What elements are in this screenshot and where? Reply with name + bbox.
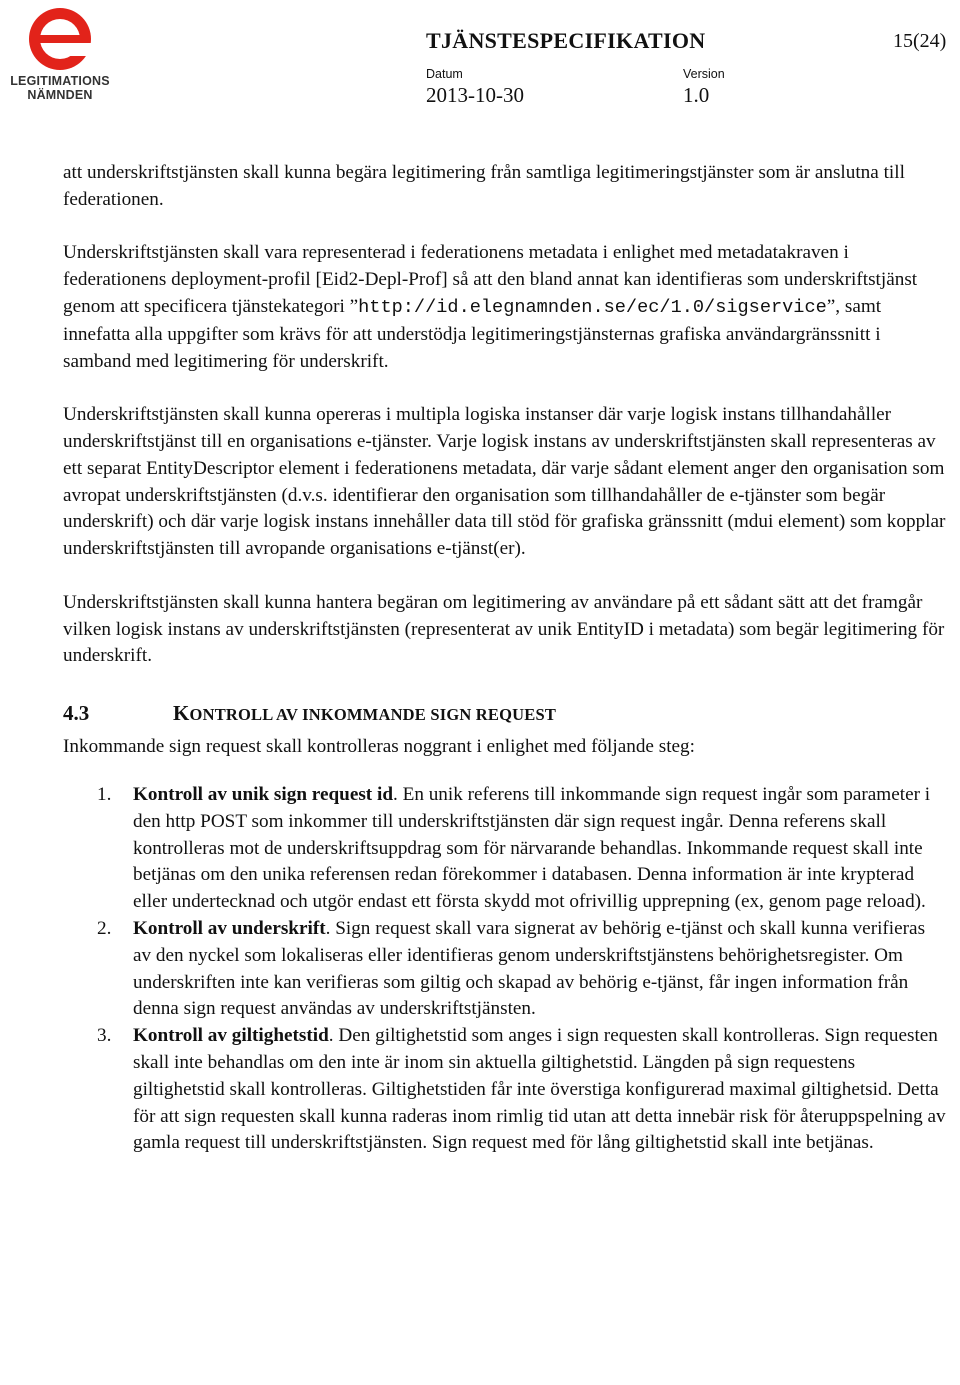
- logo-text-line1: LEGITIMATIONS: [10, 74, 110, 88]
- organization-logo: [2, 4, 117, 104]
- paragraph-2-text-end: ”, samt innefatta alla uppgifter som krävs för att understödja legitimeringstjänsternas grafiska användargränssnitt i samband med legitimering för underskrift.: [63, 295, 882, 372]
- document-title: TJÄNSTESPECIFIKATION: [426, 28, 706, 53]
- page-number: 15(24): [893, 30, 947, 52]
- section-title-initial: K: [173, 701, 190, 726]
- service-category-uri: http://id.elegnamnden.se/ec/1.0/sigservice: [358, 296, 827, 318]
- list-item-title: Kontroll av unik sign request id: [133, 783, 393, 805]
- document-body: [63, 160, 947, 1157]
- logo-text: [2, 74, 118, 102]
- list-item-title: Kontroll av giltighetstid: [133, 1025, 329, 1047]
- paragraph-2-text-start: Underskriftstjänsten skall vara representerad i federationens metadata i enlighet med metadatakraven i federationens deployment-profil [Eid2-Depl-Prof] så att den bland annat kan identifieras som underskriftstjänst genom att specificera tjänstekategori ”: [63, 242, 918, 317]
- section-heading: [63, 696, 947, 724]
- list-item-text: . En unik referens till inkommande sign request ingår som parameter i den http POST som inkommer till underskriftstjänsten där sign request ingår. Denna referens skall kontrolleras mot de underskriftsuppdrag som för närvarande behandlas. Inkommande request skall inte betjänas om den unika referensen redan förekommer i databasen. Denna information är inte krypterad eller undertecknad och utgör endast ett första skydd mot ofrivillig upprepning (ex, genom page reload).: [133, 783, 931, 913]
- date-label: Datum: [426, 67, 463, 81]
- list-item-text: . Den giltighetstid som anges i sign requesten skall kontrolleras. Sign requesten skall inte behandlas om den inte är inom sin aktuella giltighetstid. Längden på sign requestens giltighetstid skall kontrolleras. Giltighetstiden får inte överstiga konfigurerad maximal giltighetsid. Detta för att sign requesten skall kunna raderas inom rimlig tid utan att detta innebär risk för återuppspelning av gamla request till underskriftstjänsten. Sign request med för lång giltighetstid skall inte betjänas.: [133, 1025, 946, 1154]
- list-item-number: 3.: [97, 1025, 112, 1047]
- paragraph-3: Underskriftstjänsten skall kunna opereras i multipla logiska instanser där varje logisk instans tillhandahåller underskriftstjänst till en organisations e-tjänster. Varje logisk instans av underskriftstjänsten skall representeras av ett separat EntityDescriptor element i federationens metadata, där varje sådant element anger den organisation som avropat underskriftstjänsten (d.v.s. identifierar den organisation som tillhandahåller de e-tjänster som begär underskrift) och där varje logisk instans innehåller data till stöd för grafiska gränssnitt (mdui element) som kopplar underskriftstjänsten till avropande organisations e-tjänst(er).: [63, 404, 946, 560]
- list-item: [63, 1023, 947, 1157]
- section-intro: Inkommande sign request skall kontrolleras noggrant i enlighet med följande steg:: [63, 736, 695, 758]
- section-title-rest: ONTROLL AV INKOMMANDE SIGN REQUEST: [189, 705, 557, 725]
- e-logo-icon: [24, 4, 96, 74]
- list-item: [63, 916, 947, 1023]
- check-steps-list: [63, 782, 947, 1157]
- list-item-number: 1.: [97, 783, 112, 805]
- logo-text-line2: NÄMNDEN: [27, 88, 93, 102]
- date-value: 2013-10-30: [426, 83, 524, 107]
- list-item-number: 2.: [97, 917, 112, 939]
- section-title: [173, 700, 556, 729]
- list-item: [63, 782, 947, 916]
- section-number: 4.3: [63, 701, 90, 726]
- paragraph-2: [63, 240, 947, 375]
- version-label: Version: [683, 67, 725, 81]
- paragraph-4: Underskriftstjänsten skall kunna hantera begäran om legitimering av användare på ett sådant sätt att det framgår vilken logisk instans av underskriftstjänsten (representerat av unik EntityID i metadata) som begär legitimering för underskrift.: [63, 591, 945, 667]
- paragraph-1: att underskriftstjänsten skall kunna begära legitimering från samtliga legitimeringstjänster som är anslutna till federationen.: [63, 162, 905, 210]
- version-value: 1.0: [683, 83, 710, 107]
- list-item-text: . Sign request skall vara signerat av behörig e-tjänst och skall kunna verifieras av den nyckel som lokaliseras eller identifieras genom underskriftstjänstens behörighetsregister. Om underskriften inte kan verifieras som giltig och skapad av behörig e-tjänst, får ingen information från denna sign request användas av underskriftstjänsten.: [133, 917, 926, 1020]
- list-item-title: Kontroll av underskrift: [133, 917, 326, 939]
